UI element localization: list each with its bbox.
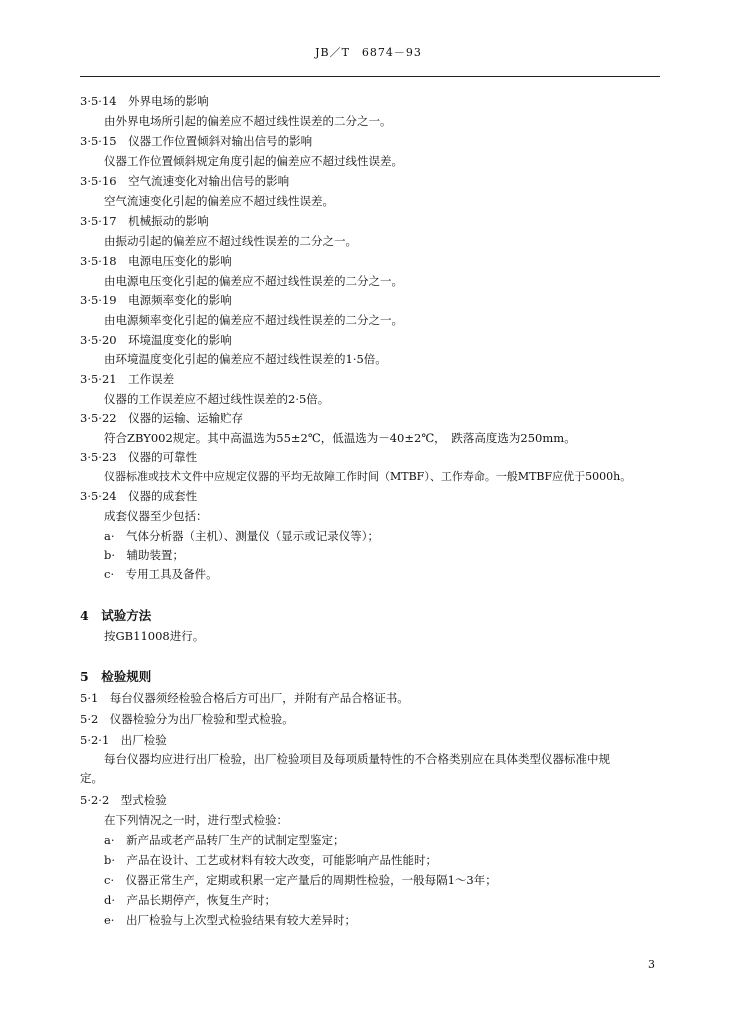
clause-3-5-21-text: 仪器的工作误差应不超过线性误差的2·5倍。 [104,392,330,406]
clause-3-5-24-text: 成套仪器至少包括： [104,509,208,523]
list-item-b2: b· 产品在设计、工艺或材料有较大改变，可能影响产品性能时； [104,853,438,867]
clause-3-5-18-text: 由电源电压变化引起的偏差应不超过线性误差的二分之一。 [104,274,403,288]
clause-5-1: 5·1 每台仪器须经检验合格后方可出厂，并附有产品合格证书。 [80,691,409,705]
clause-3-5-18-title: 3·5·18 电源电压变化的影响 [80,254,232,268]
list-item-e2: e· 出厂检验与上次型式检验结果有较大差异时； [104,913,356,927]
clause-3-5-21-title: 3·5·21 工作误差 [80,372,175,386]
clause-3-5-20-title: 3·5·20 环境温度变化的影响 [80,333,232,347]
list-item-c: c· 专用工具及备件。 [104,567,218,581]
standard-header: JB／T 6874－93 [315,46,422,59]
clause-3-5-14-title: 3·5·14 外界电场的影响 [80,94,209,108]
clause-3-5-17-text: 由振动引起的偏差应不超过线性误差的二分之一。 [104,234,357,248]
section-5-title: 5 检验规则 [80,669,152,684]
clause-3-5-15-text: 仪器工作位置倾斜规定角度引起的偏差应不超过线性误差。 [104,154,403,168]
clause-3-5-16-title: 3·5·16 空气流速变化对输出信号的影响 [80,174,290,188]
clause-3-5-24-title: 3·5·24 仪器的成套性 [80,489,198,503]
page-number: 3 [648,958,655,971]
clause-5-2-2-title: 5·2·2 型式检验 [80,793,167,807]
clause-3-5-14-text: 由外界电场所引起的偏差应不超过线性误差的二分之一。 [104,114,392,128]
section-4-title: 4 试验方法 [80,608,152,623]
section-4-text: 按GB11008进行。 [104,629,205,643]
list-item-a2: a· 新产品或老产品转厂生产的试制定型鉴定； [104,833,345,847]
clause-3-5-22-title: 3·5·22 仪器的运输、运输贮存 [80,411,244,425]
clause-3-5-23-title: 3·5·23 仪器的可靠性 [80,450,198,464]
clause-5-2-1-title: 5·2·1 出厂检验 [80,733,167,747]
clause-3-5-19-title: 3·5·19 电源频率变化的影响 [80,293,232,307]
list-item-b: b· 辅助装置； [104,548,185,562]
clause-3-5-17-title: 3·5·17 机械振动的影响 [80,214,209,228]
header-rule [80,76,660,77]
clause-3-5-20-text: 由环境温度变化引起的偏差应不超过线性误差的1·5倍。 [104,352,387,366]
clause-3-5-16-text: 空气流速变化引起的偏差应不超过线性误差。 [104,194,334,208]
clause-5-2-2-text: 在下列情况之一时，进行型式检验： [104,813,288,827]
list-item-c2: c· 仪器正常生产，定期或积累一定产量后的周期性检验，一般每隔1～3年； [104,873,497,887]
clause-5-2-1-text: 每台仪器均应进行出厂检验，出厂检验项目及每项质量特性的不合格类别应在具体类型仪器标准中规 [104,752,610,766]
list-item-a: a· 气体分析器（主机）、测量仪（显示或记录仪等）； [104,529,380,543]
clause-3-5-15-title: 3·5·15 仪器工作位置倾斜对输出信号的影响 [80,134,313,148]
clause-5-2: 5·2 仪器检验分为出厂检验和型式检验。 [80,712,294,726]
clause-5-2-1-text-cont: 定。 [80,771,103,785]
clause-3-5-19-text: 由电源频率变化引起的偏差应不超过线性误差的二分之一。 [104,313,403,327]
list-item-d2: d· 产品长期停产，恢复生产时； [104,893,277,907]
clause-3-5-23-text: 仪器标准或技术文件中应规定仪器的平均无故障工作时间（MTBF）、工作寿命。一般MTBF应优于5000h。 [104,470,632,483]
clause-3-5-22-text: 符合ZBY002规定。其中高温选为55±2℃，低温选为－40±2℃， 跌落高度选为250mm。 [104,431,576,445]
